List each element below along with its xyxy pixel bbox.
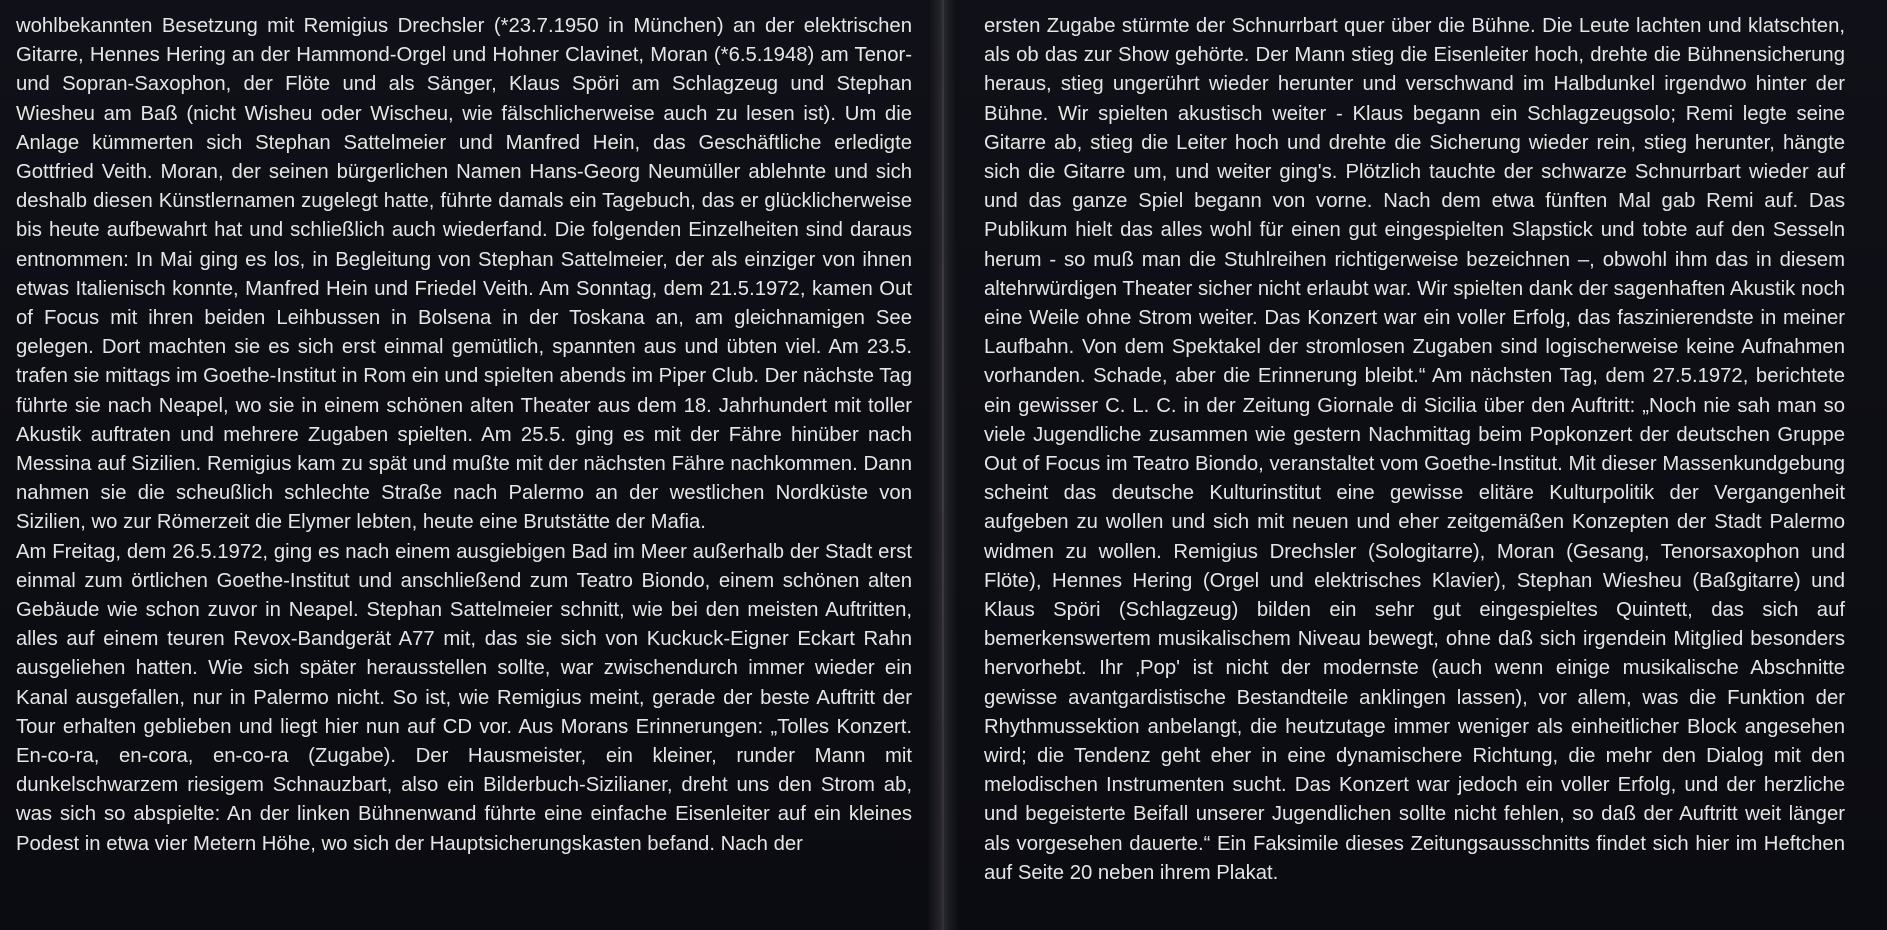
spine-fold-line <box>942 0 944 930</box>
left-paragraph-2: Am Freitag, dem 26.5.1972, ging es nach einem ausgiebigen Bad im Meer außerhalb der Stadt erst einmal zum örtlichen Goethe-Institut und anschließend zum Teatro Biondo, einem schönen alten Gebäude wie schon zuvor in Neapel. Stephan Sattelmeier schnitt, wie bei den meisten Auftritten, alles auf einem teuren Revox-Bandgerät A77 mit, das sie sich von Kuckuck-Eigner Eckart Rahn ausgeliehen hatten. Wie sich später herausstellen sollte, war zwischendurch immer wieder ein Kanal ausgefallen, nur in Palermo nicht. So ist, wie Remigius meint, gerade der beste Auftritt der Tour erhalten geblieben und liegt hier nun auf CD vor. Aus Morans Erinnerungen: „Tolles Konzert. En-co-ra, en-cora, en-co-ra (Zugabe). Der Hausmeister, ein kleiner, runder Mann mit dunkelschwarzem riesigem Schnauzbart, also ein Bilderbuch-Sizilianer, dreht uns den Strom ab, was sich so abspielte: An der linken Bühnenwand führte eine einfache Eisenleiter auf ein kleines Podest in etwa vier Metern Höhe, wo sich der Hauptsicherungskasten befand. Nach der <box>16 540 912 855</box>
left-paragraph-1: wohlbekannten Besetzung mit Remigius Drechsler (*23.7.1950 in München) an der elektrischen Gitarre, Hennes Hering an der Hammond-Orgel und Hohner Clavinet, Moran (*6.5.1948) am Tenor- und Sopran-Saxophon, der Flöte und als Sänger, Klaus Spöri am Schlagzeug und Stephan Wiesheu am Baß (nicht Wisheu oder Wischeu, wie fälschlicherweise auch zu lesen ist). Um die Anlage kümmerten sich Stephan Sattelmeier und Manfred Hein, das Geschäftliche erledigte Gottfried Veith. Moran, der seinen bürgerlichen Namen Hans-Georg Neumüller ablehnte und sich deshalb diesen Künstlernamen zugelegt hatte, führte damals ein Tagebuch, das er glücklicherweise bis heute aufbewahrt hat und schließlich auch wiederfand. Die folgenden Einzelheiten sind daraus entnommen: In Mai ging es los, in Begleitung von Stephan Sattelmeier, der als einziger von ihnen etwas Italienisch konnte, Manfred Hein und Friedel Veith. Am Sonntag, dem 21.5.1972, kamen Out of Focus mit ihren beiden Leihbussen in Bolsena in der Toskana an, am gleichnamigen See gelegen. Dort machten sie es sich erst einmal gemütlich, spannten aus und übten viel. Am 23.5. trafen sie mittags im Goethe-Institut in Rom ein und spielten abends im Piper Club. Der nächste Tag führte sie nach Neapel, wo sie in einem schönen alten Theater aus dem 18. Jahrhundert mit toller Akustik auftraten und mehrere Zugaben spielten. Am 25.5. ging es mit der Fähre hinüber nach Messina auf Sizilien. Remigius kam zu spät und mußte mit der nächsten Fähre nachkommen. Dann nahmen sie die scheußlich schlechte Straße nach Palermo an der westlichen Nordküste von Sizilien, wo zur Römerzeit die Elymer lebten, heute eine Brutstätte der Mafia. <box>16 15 912 534</box>
right-paragraph-1: ersten Zugabe stürmte der Schnurrbart quer über die Bühne. Die Leute lachten und klatschten, als ob das zur Show gehörte. Der Mann stieg die Eisenleiter hoch, drehte die Bühnensicherung heraus, stieg ungerührt wieder herunter und verschwand im Halbdunkel irgendwo hinter der Bühne. Wir spielten akustisch weiter - Klaus begann ein Schlagzeugsolo; Remi legte seine Gitarre ab, stieg die Leiter hoch und drehte die Sicherung wieder rein, stieg herunter, hängte sich die Gitarre um, und weiter ging's. Plötzlich tauchte der schwarze Schnurrbart wieder auf und das ganze Spiel begann von vorne. Nach dem etwa fünften Mal gab Remi auf. Das Publikum hielt das alles wohl für einen gut eingespielten Slapstick und tobte auf den Sesseln herum - so muß man die Stuhlreihen richtigerweise bezeichnen –, obwohl ihm das in diesem altehrwürdigen Theater sicher nicht erlaubt war. Wir spielten dank der sagenhaften Akustik noch eine Weile ohne Strom weiter. Das Konzert war ein voller Erfolg, das faszinierendste in meiner Laufbahn. Von dem Spektakel der stromlosen Zugaben sind logischerweise keine Aufnahmen vorhanden. Schade, aber die Erinnerung bleibt.“ Am nächsten Tag, dem 27.5.1972, berichtete ein gewisser C. L. C. in der Zeitung Giornale di Sicilia über den Auftritt: „Noch nie sah man so viele Jugendliche zusammen wie gestern Nachmittag beim Popkonzert der deutschen Gruppe Out of Focus im Teatro Biondo, veranstaltet vom Goethe-Institut. Mit dieser Massenkundgebung scheint das deutsche Kulturinstitut eine gewisse elitäre Kulturpolitik der Vergangenheit aufgeben zu wollen und sich mit neuen und eher zeitgemäßen Konzepten der Stadt Palermo widmen zu wollen. Remigius Drechsler (Sologitarre), Moran (Gesang, Tenorsaxophon und Flöte), Hennes Hering (Orgel und elektrisches Klavier), Stephan Wiesheu (Baßgitarre) und Klaus Spöri (Schlagzeug) bilden ein sehr gut eingespieltes Quintett, das sich auf bemerkenswertem musikalischem Niveau bewegt, ohne daß sich irgendein Mitglied besonders hervorhebt. Ihr ‚Pop' ist nicht der modernste (auch wenn einige musikalische Abschnitte gewisse avantgardistische Bestandteile anklingen lassen), vor allem, was die Funktion der Rhythmussektion anbelangt, die heutzutage immer weniger als einheitlicher Block angesehen wird; die Tendenz geht eher in eine dynamischere Richtung, die mehr den Dialog mit den melodischen Instrumenten sucht. Das Konzert war jedoch ein voller Erfolg, und der herzliche und begeisterte Beifall unserer Jugendlichen sollte nicht fehlen, so daß der Auftritt weit länger als vorgesehen dauerte.“ Ein Faksimile dieses Zeitungsausschnitts findet sich hier im Heftchen auf Seite 20 neben ihrem Plakat. <box>984 15 1845 884</box>
left-page-text <box>16 12 912 859</box>
right-page <box>952 0 1887 930</box>
right-page-text <box>984 12 1845 888</box>
left-page <box>0 0 935 930</box>
